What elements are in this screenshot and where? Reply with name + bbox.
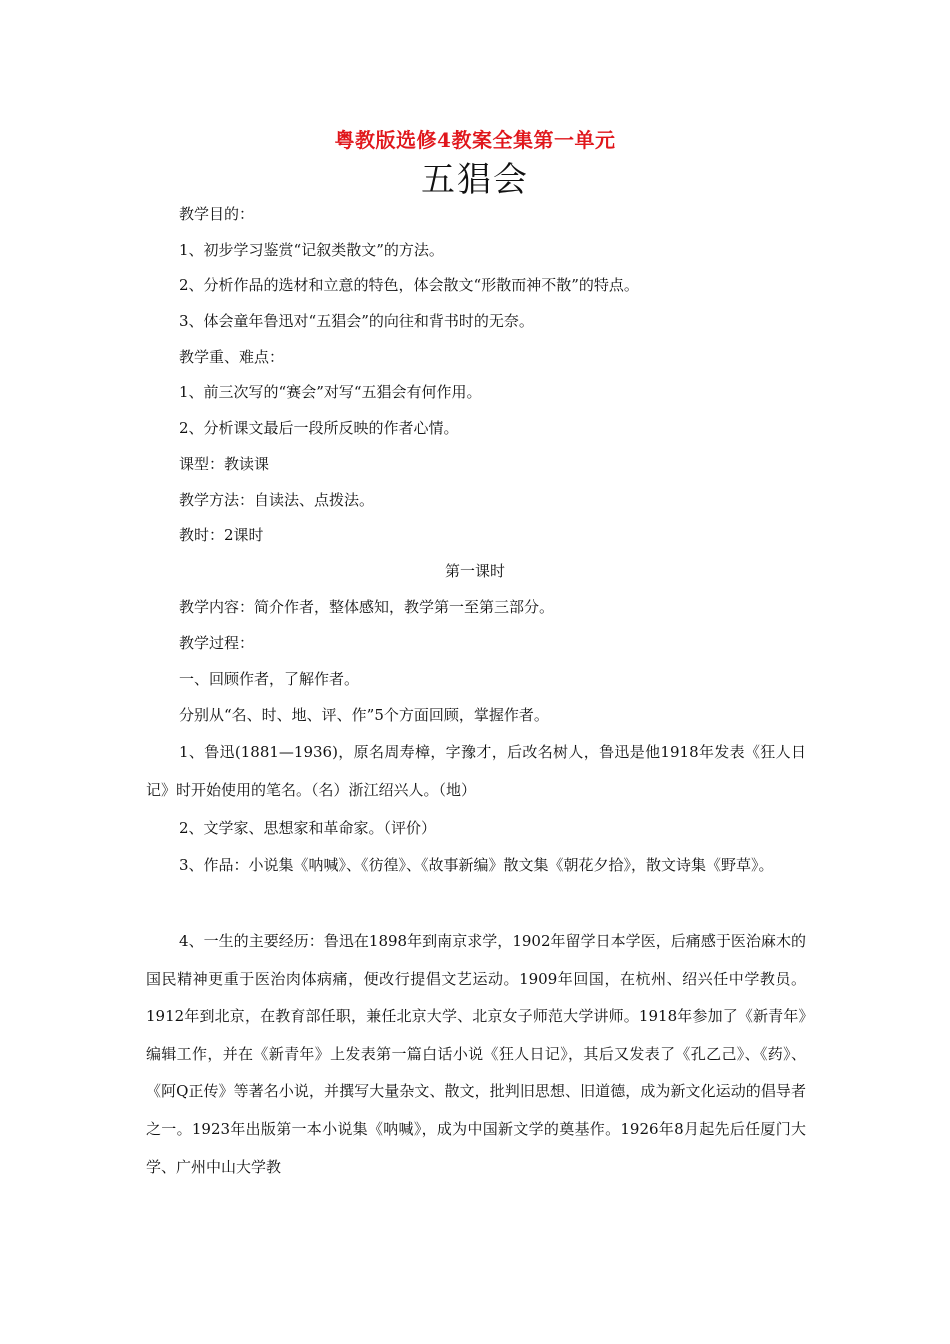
objective-item: 1、初步学习鉴赏“记叙类散文”的方法。 xyxy=(179,241,444,259)
process-heading: 教学过程： xyxy=(179,634,255,652)
author-item-life: 4、一生的主要经历：鲁迅在1898年到南京求学，1902年留学日本学医，后痛感于医治麻木的国民精神更重于医治肉体病痛，便改行提倡文艺运动。1909年回国，在杭州、绍兴任中学教员。1912年到北京，在教育部任职，兼任北京大学、北京女子师范大学讲师。1918年参加了《新青年》编辑工作，并在《新青年》上发表第一篇白话小说《狂人日记》，其后又发表了《孔乙己》、《药》、《阿Q正传》等著名小说，并撰写大量杂文、散文，批判旧思想、旧道德，成为新文化运动的倡导者之一。1923年出版第一本小说集《呐喊》，成为中国新文学的奠基作。1926年8月起先后任厦门大学、广州中山大学教 xyxy=(146,932,806,1176)
author-item-evaluation: 2、文学家、思想家和革命家。（评价） xyxy=(179,819,437,837)
objectives-heading: 教学目的： xyxy=(179,205,255,223)
key-points-heading: 教学重、难点： xyxy=(179,348,285,366)
objective-item: 3、体会童年鲁迅对“五猖会”的向往和背书时的无奈。 xyxy=(179,312,534,330)
period-title: 第一课时 xyxy=(444,562,505,580)
header-title: 粤教版选修4教案全集第一单元 xyxy=(334,128,616,152)
lesson-type: 课型：教读课 xyxy=(179,455,270,473)
step-one: 一、回顾作者，了解作者。 xyxy=(179,670,360,688)
review-intro: 分别从“名、时、地、评、作”5个方面回顾，掌握作者。 xyxy=(179,706,549,724)
lesson-content: 教学内容：简介作者，整体感知，教学第一至第三部分。 xyxy=(179,598,555,616)
page-title: 五猖会 xyxy=(421,160,529,200)
author-item-name: 1、鲁迅(1881—1936)，原名周寿樟，字豫才，后改名树人，鲁迅是他1918年发表《狂人日记》时开始使用的笔名。（名）浙江绍兴人。（地） xyxy=(146,743,806,799)
author-item-works: 3、作品：小说集《呐喊》、《彷徨》、《故事新编》散文集《朝花夕拾》，散文诗集《野草》。 xyxy=(179,856,774,874)
teaching-method: 教学方法：自读法、点拨法。 xyxy=(179,491,375,509)
key-point-item: 2、分析课文最后一段所反映的作者心情。 xyxy=(179,419,459,437)
lesson-hours: 教时：2课时 xyxy=(179,526,264,544)
objective-item: 2、分析作品的选材和立意的特色，体会散文“形散而神不散”的特点。 xyxy=(179,276,639,294)
key-point-item: 1、前三次写的“赛会”对写“五猖会有何作用。 xyxy=(179,383,482,401)
